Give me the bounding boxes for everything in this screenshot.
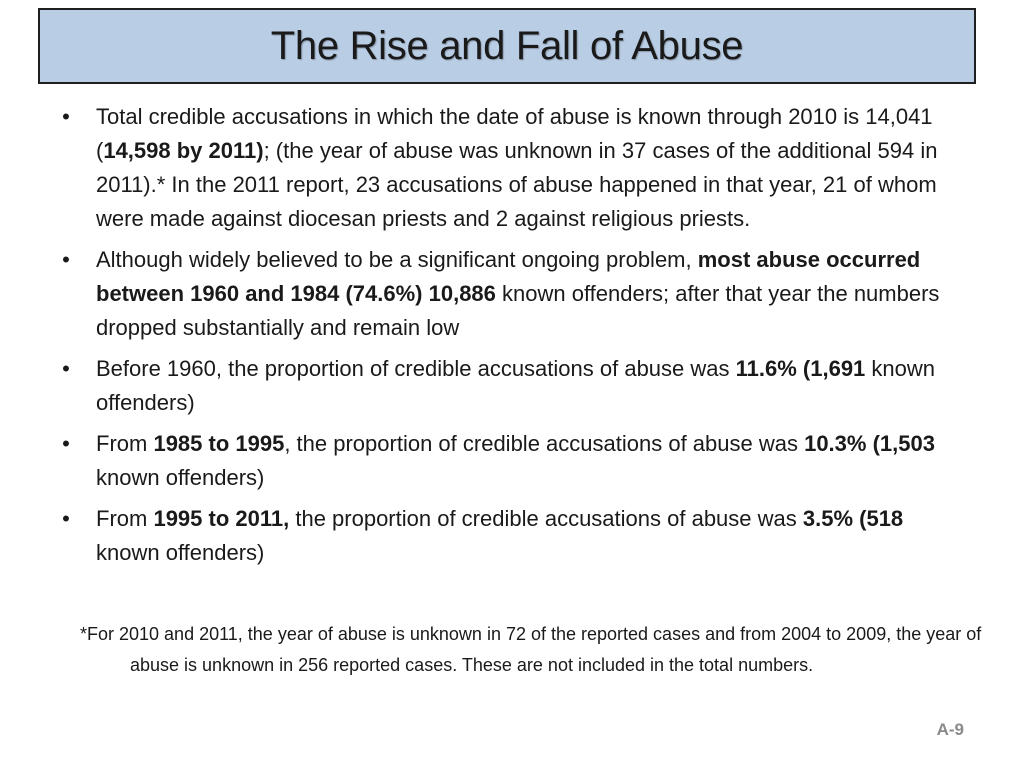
bullet-text: known offenders)	[96, 465, 265, 490]
bullet-dot-icon: •	[62, 431, 70, 456]
bullet-text: Although widely believed to be a significant ongoing problem,	[96, 247, 698, 272]
bullet-dot-icon: •	[62, 247, 70, 272]
page-number: A-9	[936, 720, 964, 739]
bullet-text: the proportion of credible accusations of abuse was	[289, 506, 803, 531]
bullet-item	[54, 427, 969, 495]
bullet-text: known offenders)	[96, 356, 936, 415]
bullet-text: From	[96, 506, 154, 531]
bullet-item	[54, 502, 969, 570]
bullet-dot-icon: •	[62, 104, 70, 129]
bullet-text-bold: 11.6% (1,691	[735, 356, 866, 381]
bullet-text-bold: 14,598 by 2011)	[103, 138, 264, 163]
bullet-text: From	[96, 431, 154, 456]
slide-title: The Rise and Fall of Abuse	[270, 23, 744, 68]
bullet-text: known offenders)	[96, 540, 265, 565]
bullet-text: , the proportion of credible accusations of abuse was	[284, 431, 805, 456]
bullet-text-bold: 1995 to 2011,	[153, 506, 290, 531]
bullet-text-bold: 3.5% (518	[802, 506, 904, 531]
bullet-item	[54, 243, 969, 345]
bullet-dot-icon: •	[62, 506, 70, 531]
footnote: *For 2010 and 2011, the year of abuse is unknown in 72 of the reported cases and from 2004 to 2009, the year of abuse is unknown in 256 reported cases. These are not included in the total numbers.	[80, 624, 982, 675]
bullet-text-bold: 10.3% (1,503	[804, 431, 935, 456]
title-banner	[38, 8, 976, 84]
bullet-text: ; (the year of abuse was unknown in 37 cases of the additional 594 in 2011).* In the 2011 report, 23 accusations of abuse happened in that year, 21 of whom were made against diocesan priests and 2 against religious priests.	[96, 138, 938, 231]
bullet-item	[54, 100, 969, 236]
bullet-item	[54, 352, 969, 420]
bullet-text: Total credible accusations in which the date of abuse is known through 2010 is 14,041 (	[96, 104, 933, 163]
slide-body	[54, 100, 969, 577]
bullet-list	[54, 100, 969, 570]
bullet-dot-icon: •	[62, 356, 70, 381]
bullet-text-bold: most abuse occurred between 1960 and 1984 (74.6%) 10,886	[96, 247, 921, 306]
bullet-text: Before 1960, the proportion of credible accusations of abuse was	[96, 356, 736, 381]
bullet-text: known offenders; after that year the numbers dropped substantially and remain low	[96, 281, 940, 340]
bullet-text-bold: 1985 to 1995	[153, 431, 285, 456]
